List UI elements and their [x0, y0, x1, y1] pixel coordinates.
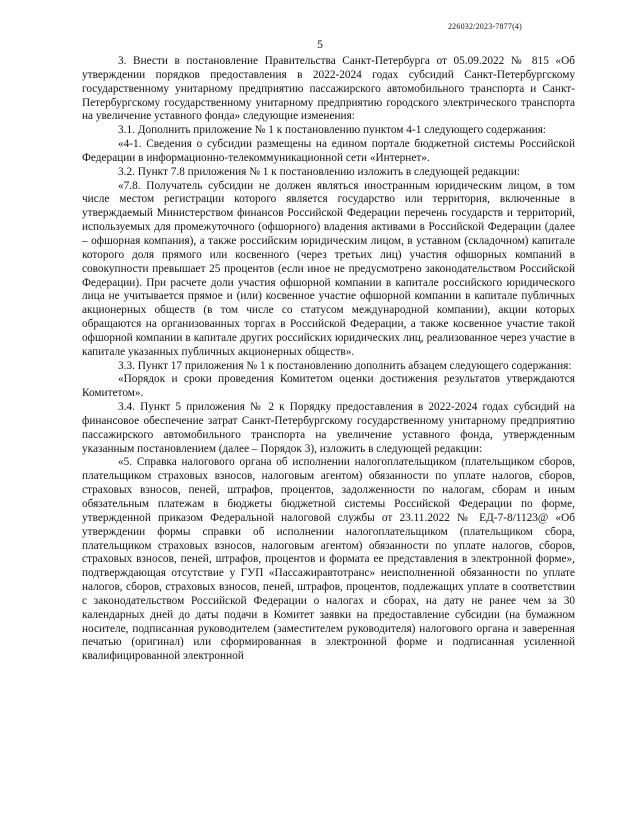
paragraph-3-1: 3.1. Дополнить приложение № 1 к постановлению пунктом 4-1 следующего содержания:	[118, 124, 547, 137]
paragraph-3-3: 3.3. Пункт 17 приложения № 1 к постановлению дополнить абзацем следующего содержания:	[118, 359, 572, 372]
paragraph-3: 3. Внести в постановление Правительства Санкт-Петербурга от 05.09.2022 № 815 «Об утверждении порядков предоставления в 2022-2024 годах субсидий Санкт-Петербургскому государственному унитарному предприятию пассажирского автомобильного транспорта и Санкт-Петербургскому государственному унитарному предприятию городского электрического транспорта на увеличение уставного фонда» следующие изменения:	[82, 55, 575, 123]
paragraph-7-8-quote: «7.8. Получатель субсидии не должен являться иностранным юридическим лицом, в том числе местом регистрации которого является государство или территория, включенные в утверждаемый Министерством финансов Российской Федерации перечень государств и территорий, используемых для промежуточного (офшорного) владения активами в Российской Федерации (далее – офшорная компания), а также российским юридическим лицом, в уставном (складочном) капитале которого доля прямого или косвенного (через третьих лиц) участия офшорных компаний в совокупности превышает 25 процентов (если иное не предусмотрено законодательством Российской Федерации). При расчете доли участия офшорной компании в капитале российского юридического лица не учитывается прямое и (или) косвенное участие офшорной компании в капитале публичных акционерных обществ (в том числе со статусом международной компании), акции которых обращаются на организованных торгах в Российской Федерации, а также косвенное участие такой офшорной компании в капитале других российских юридических лиц, реализованное через участие в капитале указанных публичных акционерных обществ».	[82, 179, 575, 358]
registration-number: 226032/2023-7877(4)	[447, 22, 522, 31]
paragraph-3-4: 3.4. Пункт 5 приложения № 2 к Порядку предоставления в 2022-2024 годах субсидий на финансовое обеспечение затрат Санкт-Петербургскому государственному унитарному предприятию пассажирского автомобильного транспорта на увеличение уставного фонда, утвержденным указанным постановлением (далее – Порядок 3), изложить в следующей редакции:	[82, 401, 575, 455]
paragraph-5-quote: «5. Справка налогового органа об исполнении налогоплательщиком (плательщиком сборов, плательщиком страховых взносов, налоговым агентом) обязанности по уплате налогов, сборов, страховых взносов, пеней, штрафов, процентов, задолженности по налогам, сборам и иным обязательным платежам в бюджеты бюджетной системы Российской Федерации по форме, утвержденной приказом Федеральной налоговой службы от 23.11.2022 № ЕД-7-8/1123@ «Об утверждении формы справки об исполнении налогоплательщиком (плательщиком сбора, плательщиком страховых взносов, налоговым агентом) обязанности по уплате налогов, сборов, страховых взносов, пеней, штрафов, процентов и формата ее представления в электронной форме», подтверждающая отсутствие у ГУП «Пассажиравтотранс» неисполненной обязанности по уплате налогов, сборов, страховых взносов, пеней, штрафов, процентов, подлежащих уплате в соответствии с законодательством Российской Федерации о налогах и сборах, на дату не ранее чем за 30 календарных дней до даты подачи в Комитет заявки на предоставление субсидии (на бумажном носителе, подписанная руководителем (заместителем руководителя) налогового органа и заверенная печатью (оригинал) или сформированная в электронной форме и подписанная усиленной квалифицированной электронной	[82, 456, 575, 663]
paragraph-procedure-quote: «Порядок и сроки проведения Комитетом оценки достижения результатов утверждаются Комитетом».	[82, 373, 575, 400]
paragraph-3-2: 3.2. Пункт 7.8 приложения № 1 к постановлению изложить в следующей редакции:	[118, 165, 520, 178]
page-number: 5	[317, 37, 323, 51]
paragraph-4-1-quote: «4-1. Сведения о субсидии размещены на едином портале бюджетной системы Российской Федерации в информационно-телекоммуникационной сети «Интернет».	[82, 138, 575, 164]
document-body	[82, 55, 575, 664]
